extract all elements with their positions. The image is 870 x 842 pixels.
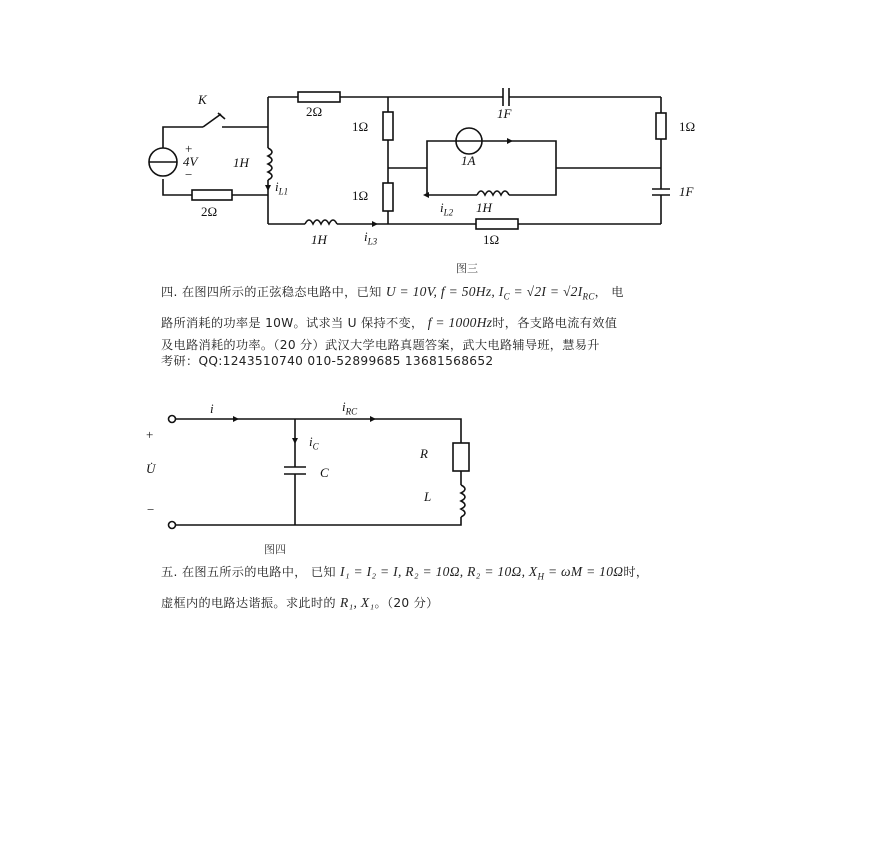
fig3-label-current-source: 1A (461, 153, 476, 168)
fig3-label-bottom-resistor: 1Ω (483, 232, 500, 247)
fig4-label-inductor: L (424, 489, 432, 504)
q4-suffix: ， 电 (594, 285, 624, 299)
fig3-label-right-resistor: 1Ω (679, 119, 696, 134)
q5-suffix: 时， (623, 565, 649, 579)
fig4-resistor (453, 443, 469, 471)
fig3-caption: 图三 (456, 262, 478, 275)
fig3-label-current-L3: $i_{L3}$ (364, 229, 378, 247)
fig4-terminal-top (169, 416, 176, 423)
fig4-caption: 图四 (264, 543, 286, 556)
fig3-label-source: 4V (183, 154, 198, 169)
fig4-label-ic: $i_C$ (309, 434, 319, 452)
q4-line3: 及电路消耗的功率。（20 分）武汉大学电路真题答案，武大电路辅导班，慧易升 (161, 338, 600, 352)
q4-formula: U = 10V, f = 50Hz, $I_C = √2I = √2I_{RC}$ (385, 284, 595, 302)
fig3-label-current-L1: $i_{L1}$ (275, 179, 289, 197)
q4-line4: 考研：QQ:1243510740 010-52899685 13681568652 (161, 354, 494, 368)
q5-line2: 虚框内的电路达谐振。求此时的 R₁, X₁。（20 分） (161, 595, 439, 610)
fig3-label-top-resistor: 2Ω (306, 104, 323, 119)
fig4-terminal-bottom (169, 522, 176, 529)
fig3-label-top-capacitor: 1F (497, 106, 512, 121)
fig3-label-switch: K (198, 92, 207, 107)
fig3-label-minus: − (185, 167, 193, 182)
q4-prefix: 四. 在图四所示的正弦稳态电路中，已知 (161, 285, 382, 299)
fig4-inductor (461, 485, 465, 517)
fig4-arrow-ic (292, 438, 298, 444)
q5-prefix: 五. 在图五所示的电路中， 已知 (161, 565, 336, 579)
fig4-label-plus: + (146, 427, 154, 442)
fig3-label-left-resistor: 2Ω (201, 204, 218, 219)
fig3-label-inner-inductor: 1H (476, 200, 492, 215)
q5-line2-formula: R₁, X₁ (340, 595, 375, 610)
fig3-label-bottom-inductor: 1H (311, 232, 327, 247)
fig4-arrow-i (233, 416, 239, 422)
fig4-label-capacitor: C (320, 465, 329, 480)
fig3-label-plus: + (185, 141, 193, 156)
fig4-label-minus: − (147, 502, 155, 517)
fig3-label-mid-res-bottom: 1Ω (352, 188, 369, 203)
fig4-label-voltage: U̇ (146, 461, 156, 476)
q4-line2-formula: f = 1000Hz (427, 315, 493, 330)
fig4-label-irc: $i_{RC}$ (342, 399, 358, 417)
fig3-label-current-L2: $i_{L2}$ (440, 200, 454, 218)
fig3-label-right-capacitor: 1F (679, 184, 694, 199)
fig3-label-mid-res-top: 1Ω (352, 119, 369, 134)
fig4-arrow-irc (370, 416, 376, 422)
fig4-label-i: i (210, 401, 214, 416)
fig4-label-resistor: R (420, 446, 428, 461)
q5-line1 (161, 563, 648, 582)
fig3-label-inductor-L1: 1H (233, 155, 249, 170)
q4-line2: 路所消耗的功率是 10W。试求当 U 保持不变， f = 1000Hz时，各支路电流有效值 (161, 315, 618, 330)
q5-formula: I₁ = I₂ = I, R₂ = 10Ω, R₂ = 10Ω, $X_H = \omega M = 10\Omega$ (340, 564, 624, 582)
